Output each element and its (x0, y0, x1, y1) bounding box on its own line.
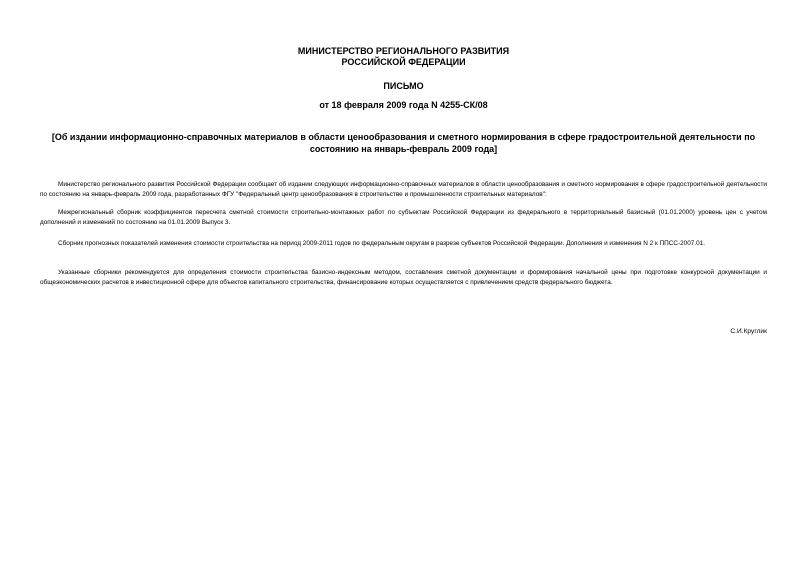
ministry-line-2: РОССИЙСКОЙ ФЕДЕРАЦИИ (341, 57, 466, 67)
document-type: ПИСЬМО (383, 81, 424, 91)
body-paragraph-1: Министерство регионального развития Российской Федерации сообщает об издании следующих информационно-справочных материалов в области ценообразования и сметного нормирования в сфере градостроительной деятельности по состоянию на январь-февраль 2009 года, разработанных ФГУ "Федеральный центр ценообразования в строительстве и промышленности строительных материалов": (40, 181, 767, 198)
body-paragraph-2: Межрегиональный сборник коэффициентов пересчета сметной стоимости строительно-монтажных работ по субъектам Российской Федерации из федерального в территориальный базисный (01.01.2000) уровень цен с учетом дополнений и изменений по состоянию на 01.01.2009 Выпуск 3. (40, 209, 767, 226)
signature: С.И.Круглик (730, 328, 767, 335)
document-date-number: от 18 февраля 2009 года N 4255-СК/08 (319, 100, 488, 110)
document-body (40, 180, 767, 299)
body-paragraph-4: Указанные сборники рекомендуется для определения стоимости строительства базисно-индексным методом, составления сметной документации и формирования начальной цены при подготовке конкурсной документации и общеэкономических расчетов в инвестиционной сфере для объектов капитального строительства, финансирование которых осуществляется с привлечением средств федерального бюджета. (40, 269, 767, 286)
ministry-header (0, 46, 807, 68)
body-paragraph-3: Сборник прогнозных показателей изменения стоимости строительства на период 2009-2011 годов по федеральным округам в разрезе субъектов Российской Федерации. Дополнения и изменения N 2 к ППСС-2007.01. (58, 240, 705, 247)
ministry-line-1: МИНИСТЕРСТВО РЕГИОНАЛЬНОГО РАЗВИТИЯ (297, 46, 510, 56)
document-subject: [Об издании информационно-справочных материалов в области ценообразования и сметного нормирования в сфере градостроительной деятельности по состоянию на январь-февраль 2009 года] (51, 132, 756, 154)
